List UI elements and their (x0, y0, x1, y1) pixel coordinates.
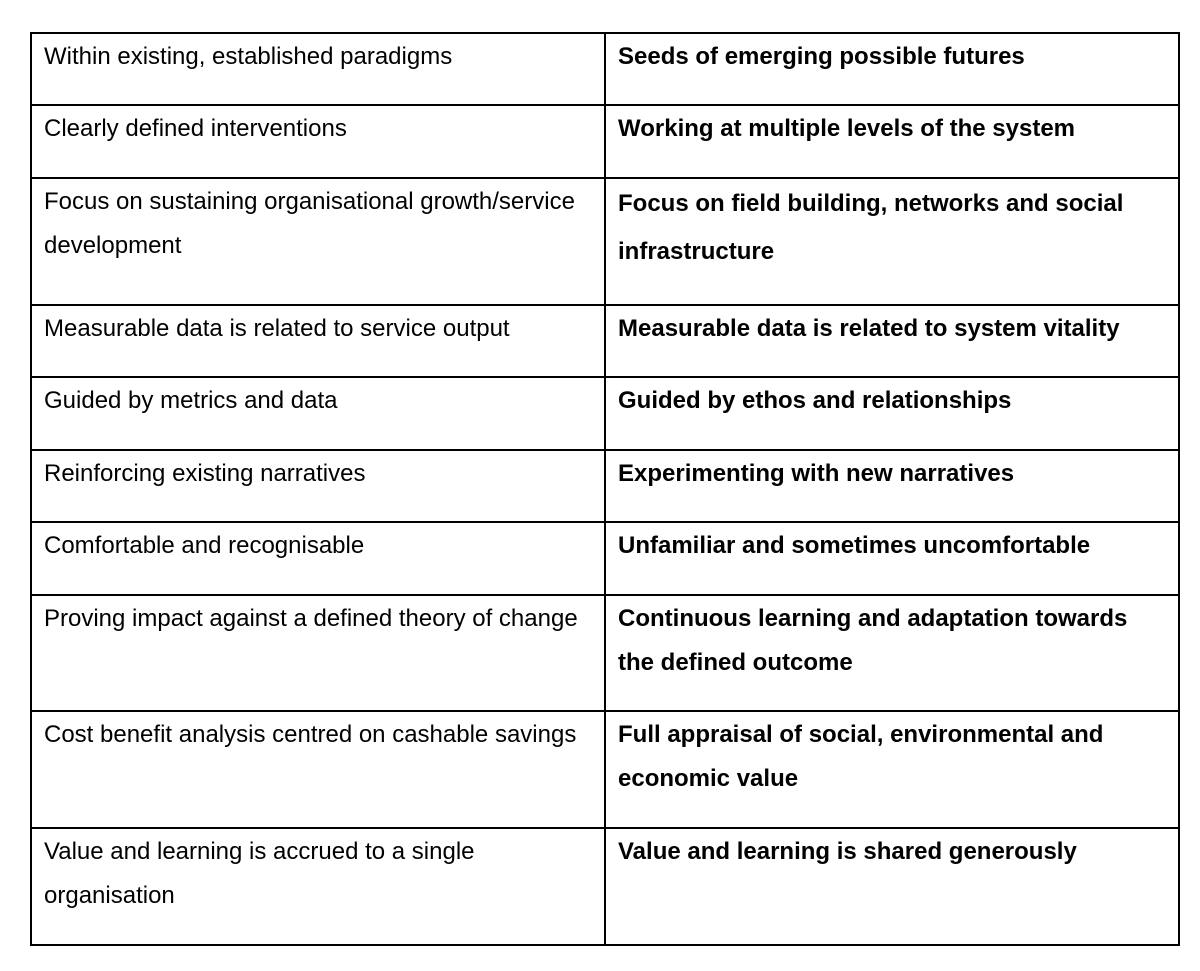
table-row (31, 711, 1179, 828)
left-cell (31, 595, 605, 711)
table-row (31, 105, 1179, 178)
left-cell (31, 522, 605, 595)
left-cell (31, 711, 605, 828)
left-cell-text: Within existing, established paradigms (44, 43, 453, 70)
left-cell (31, 305, 605, 377)
right-cell-text: Continuous learning and adaptation towards the defined outcome (618, 605, 1128, 676)
right-cell (605, 522, 1179, 595)
left-cell-text: Focus on sustaining organisational growth/service development (44, 188, 575, 259)
table-row (31, 595, 1179, 711)
left-cell (31, 178, 605, 305)
right-cell (605, 33, 1179, 105)
right-cell-text: Value and learning is shared generously (618, 838, 1077, 865)
right-cell (605, 828, 1179, 945)
table-row (31, 377, 1179, 450)
right-cell-text: Seeds of emerging possible futures (618, 43, 1025, 70)
table-row (31, 828, 1179, 945)
right-cell (605, 450, 1179, 522)
left-cell-text: Guided by metrics and data (44, 387, 338, 414)
right-cell (605, 377, 1179, 450)
right-cell (605, 305, 1179, 377)
table-row (31, 450, 1179, 522)
table-row (31, 33, 1179, 105)
left-cell-text: Clearly defined interventions (44, 115, 347, 142)
right-cell (605, 105, 1179, 178)
left-cell-text: Measurable data is related to service output (44, 315, 510, 342)
left-cell-text: Reinforcing existing narratives (44, 460, 366, 487)
right-cell (605, 178, 1179, 305)
table-row (31, 305, 1179, 377)
right-cell (605, 711, 1179, 828)
right-cell-text: Full appraisal of social, environmental and economic value (618, 721, 1104, 792)
left-cell-text: Comfortable and recognisable (44, 532, 365, 559)
left-cell-text: Value and learning is accrued to a single organisation (44, 838, 475, 909)
table-row (31, 178, 1179, 305)
right-cell-text: Working at multiple levels of the system (618, 115, 1076, 142)
right-cell-text: Experimenting with new narratives (618, 460, 1015, 487)
comparison-table (30, 32, 1180, 946)
right-cell-text: Focus on field building, networks and social infrastructure (618, 190, 1124, 265)
left-cell-text: Cost benefit analysis centred on cashable savings (44, 721, 577, 748)
left-cell (31, 828, 605, 945)
left-cell (31, 33, 605, 105)
right-cell (605, 595, 1179, 711)
left-cell (31, 377, 605, 450)
left-cell-text: Proving impact against a defined theory of change (44, 605, 578, 632)
right-cell-text: Guided by ethos and relationships (618, 387, 1012, 414)
right-cell-text: Unfamiliar and sometimes uncomfortable (618, 532, 1091, 559)
table-row (31, 522, 1179, 595)
left-cell (31, 105, 605, 178)
left-cell (31, 450, 605, 522)
right-cell-text: Measurable data is related to system vitality (618, 315, 1120, 342)
